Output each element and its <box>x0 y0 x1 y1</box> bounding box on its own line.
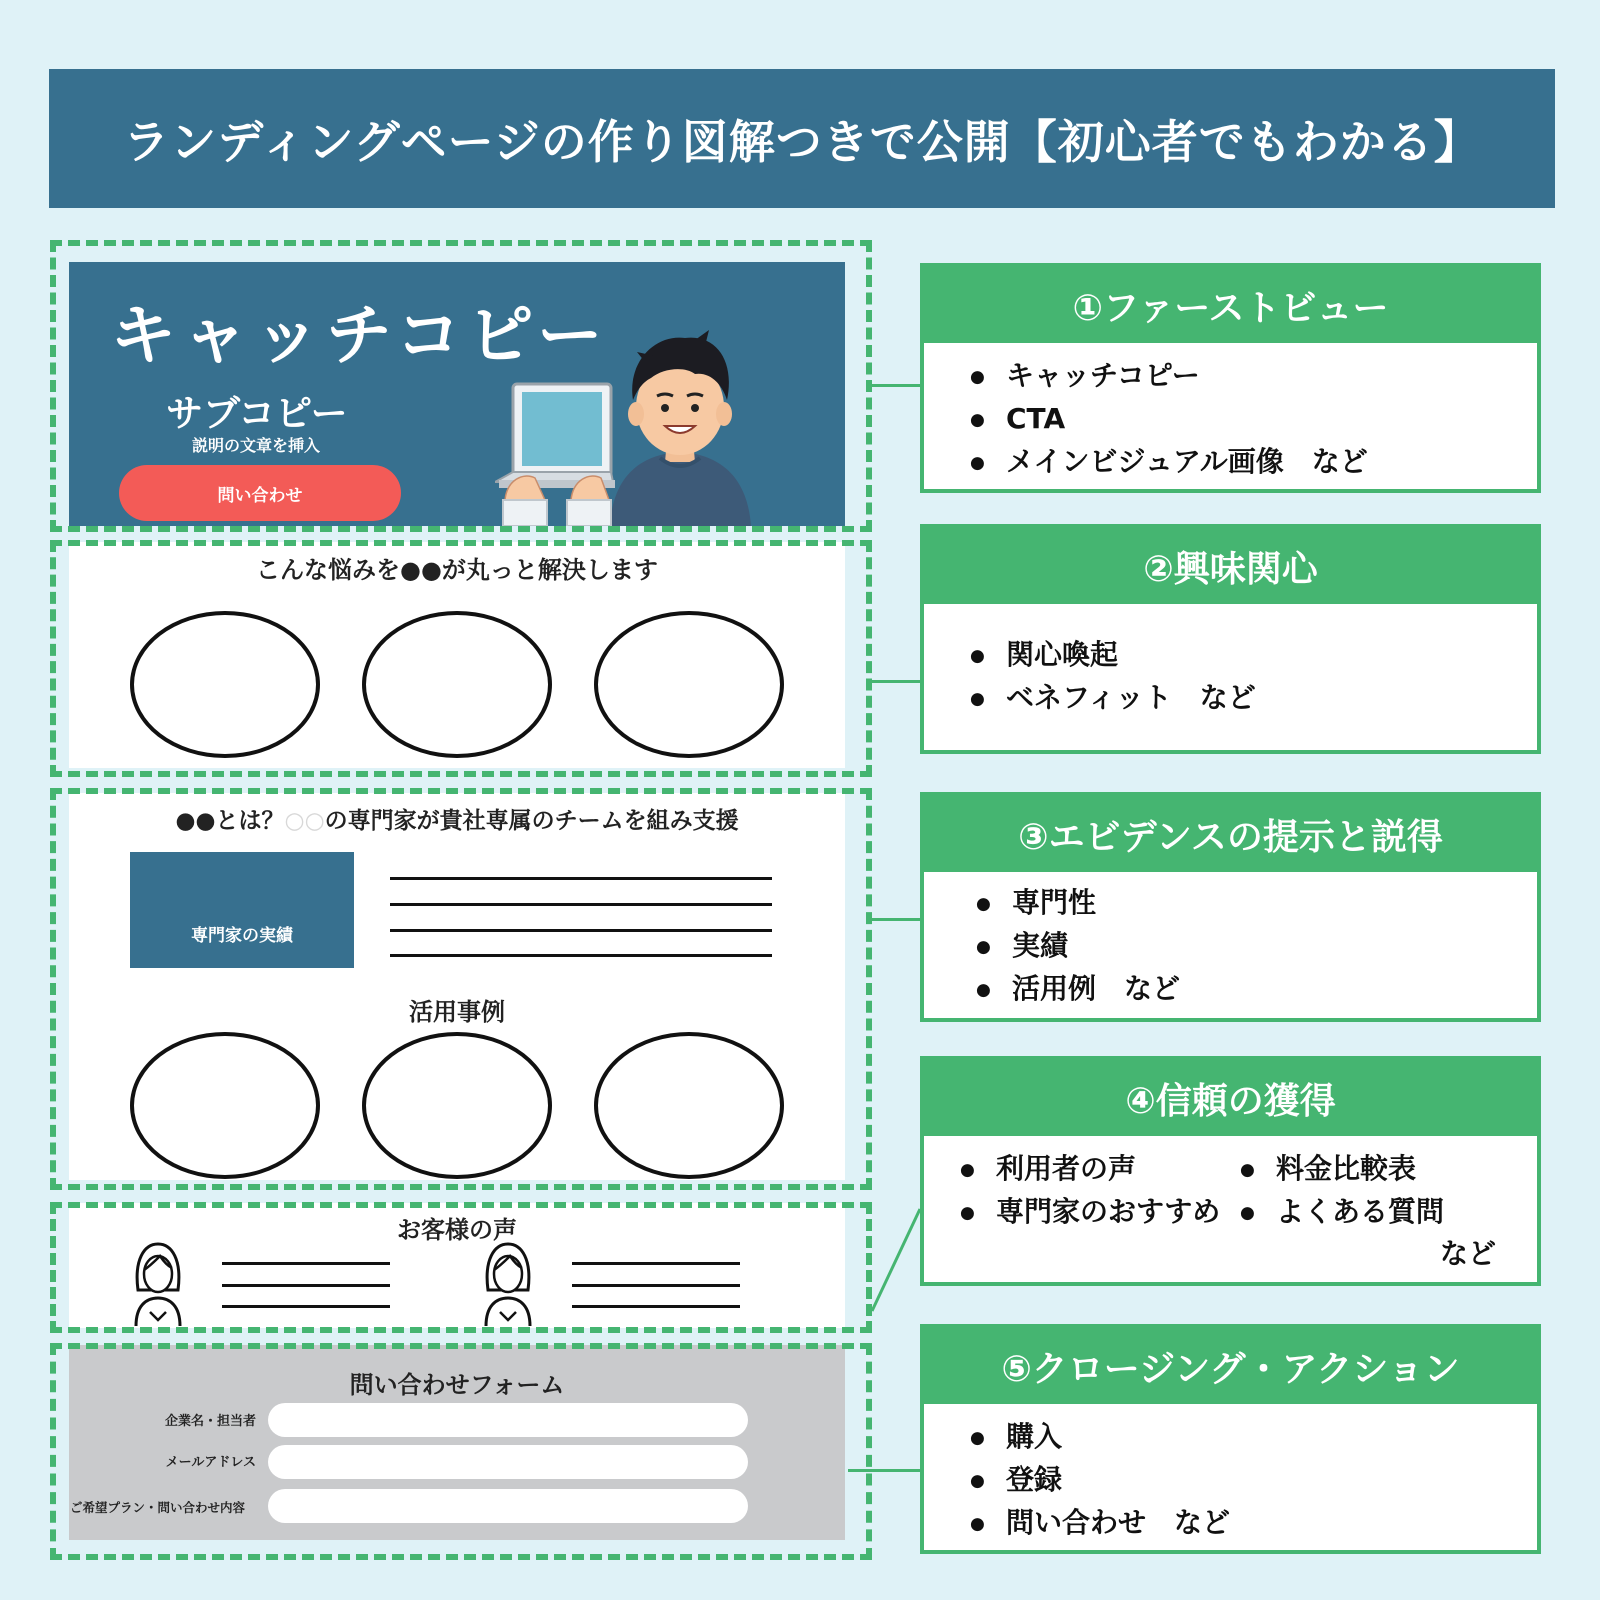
connector-line <box>872 384 920 387</box>
callout-title: ④信頼の獲得 <box>924 1060 1537 1136</box>
callout-list <box>976 882 1180 1011</box>
interest-frame <box>50 540 872 777</box>
page-title: ランディングページの作り図解つきで公開【初心者でもわかる】 <box>49 69 1555 208</box>
first-view-frame <box>50 240 872 532</box>
callout-list <box>960 1148 1220 1234</box>
expert-achievement-box: 専門家の実績 <box>130 852 354 968</box>
callout-title: ③エビデンスの提示と説得 <box>924 796 1537 872</box>
contact-cta-button[interactable]: 問い合わせ <box>119 465 401 521</box>
cases-heading: 活用事例 <box>409 998 505 1026</box>
connector-line <box>868 1205 924 1315</box>
sub-copy: サブコピー <box>166 392 348 435</box>
connector-line <box>872 918 920 921</box>
callout-interest <box>920 524 1541 754</box>
callout-item: ● 関心喚起 <box>970 634 1256 677</box>
callout-item: ● 利用者の声 <box>960 1148 1220 1191</box>
callout-item: ● CTA <box>970 398 1368 441</box>
callout-item: ● 購入 <box>970 1416 1230 1459</box>
callout-item: ● 登録 <box>970 1459 1230 1502</box>
callout-title: ①ファーストビュー <box>924 267 1537 343</box>
callout-item: ● メインビジュアル画像 など <box>970 441 1368 484</box>
form-label-company: 企業名・担当者 <box>164 1414 256 1429</box>
callout-closing <box>920 1324 1541 1554</box>
callout-trailer: など <box>1440 1237 1497 1270</box>
callout-item: ● よくある質問 <box>1240 1191 1444 1234</box>
callout-item: ● 専門家のおすすめ <box>960 1191 1220 1234</box>
callout-list <box>1240 1148 1444 1234</box>
callout-item: ● 専門性 <box>976 882 1180 925</box>
callout-item: ● 実績 <box>976 925 1180 968</box>
callout-item: ● 問い合わせ など <box>970 1502 1230 1545</box>
evidence-heading-part1: ●●とは？ <box>175 808 285 834</box>
callout-title: ②興味関心 <box>924 528 1537 604</box>
hero-description: 説明の文章を挿入 <box>192 436 321 455</box>
evidence-heading-part3: の専門家が貴社専属のチームを組み支援 <box>324 808 739 834</box>
connector-line <box>848 1469 920 1472</box>
catch-copy: キャッチコピー <box>110 297 609 374</box>
callout-first-view <box>920 263 1541 493</box>
callout-evidence <box>920 792 1541 1022</box>
trust-frame <box>50 1202 872 1333</box>
voices-heading: お客様の声 <box>397 1216 517 1244</box>
form-title: 問い合わせフォーム <box>349 1371 565 1399</box>
connector-line <box>872 680 920 683</box>
callout-item: ● 料金比較表 <box>1240 1148 1444 1191</box>
callout-list <box>970 1416 1230 1545</box>
callout-item: ● ベネフィット など <box>970 677 1256 720</box>
form-label-email: メールアドレス <box>165 1455 256 1470</box>
evidence-frame <box>50 788 872 1190</box>
evidence-heading-part2: ○○ <box>284 808 325 834</box>
callout-list <box>970 355 1368 484</box>
closing-frame <box>50 1343 872 1560</box>
callout-item: ● キャッチコピー <box>970 355 1368 398</box>
callout-trust <box>920 1056 1541 1286</box>
callout-title: ⑤クロージング・アクション <box>924 1328 1537 1404</box>
callout-list <box>970 634 1256 720</box>
interest-heading: こんな悩みを●●が丸っと解決します <box>256 556 658 584</box>
callout-item: ● 活用例 など <box>976 968 1180 1011</box>
form-label-inquiry: ご希望プラン・問い合わせ内容 <box>70 1500 246 1515</box>
